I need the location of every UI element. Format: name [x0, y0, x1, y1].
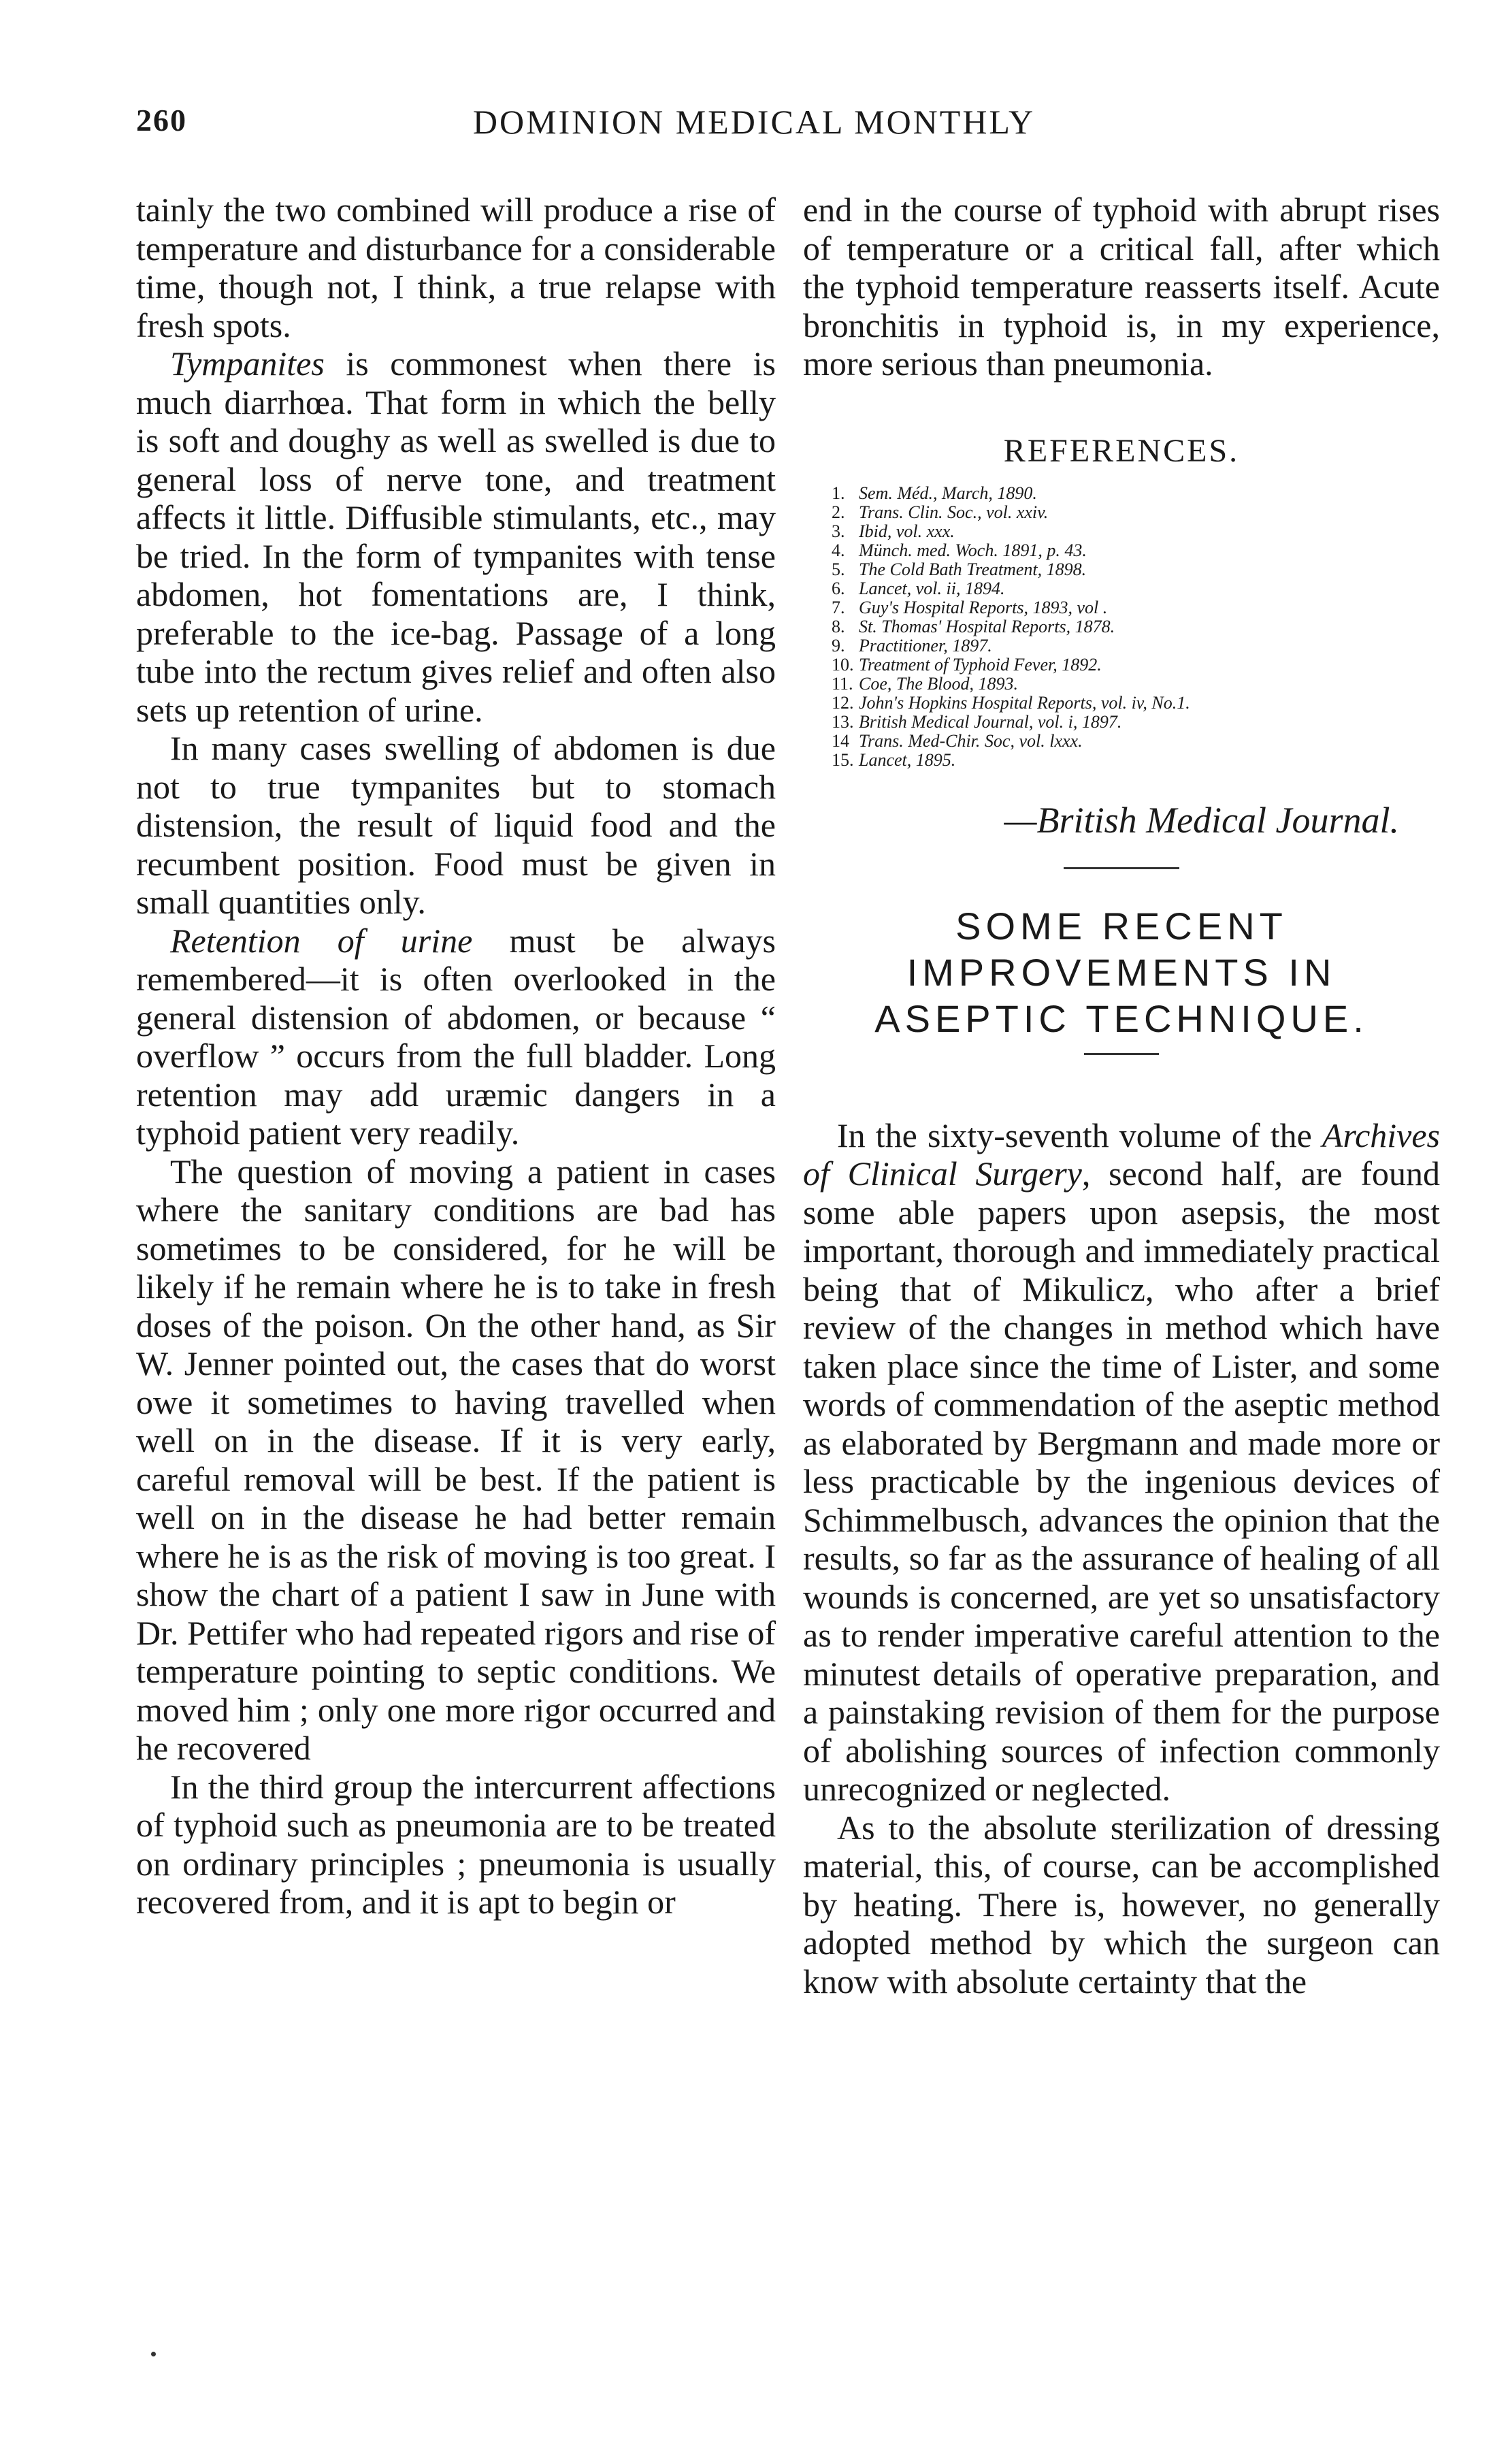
paragraph-body: , second half, are found some able papers upon asepsis, the most important, thorough and immediately practical being that of Mikulicz, who after a brief review of the changes in method which have taken place since the time of Lister, and some words of commendation of the aseptic method as elaborated by Bergmann and made more or less practicable by the ingenious devices of Schimmelbusch, advances the opinion that the results, so far as the assurance of healing of all wounds is concerned, are yet so unsatisfactory as to render imperative careful attention to the minutest details of operative preparation, and a painstaking revision of them for the purpose of abolishing sources of infection commonly unrecognized or neglected.	[803, 1154, 1440, 1808]
paragraph-lead-italic: Retention of urine	[170, 921, 473, 960]
reference-text: St. Thomas' Hospital Reports, 1878.	[859, 617, 1115, 636]
reference-number: 1.	[832, 483, 845, 503]
reference-text: Guy's Hospital Reports, 1893, vol .	[859, 598, 1108, 617]
reference-item	[832, 560, 1440, 579]
reference-item	[832, 579, 1440, 598]
reference-number: 13.	[832, 712, 854, 732]
page-number: 260	[136, 103, 187, 137]
reference-number: 12.	[832, 693, 854, 713]
reference-number: 11.	[832, 674, 853, 694]
reference-text: Ibid, vol. xxx.	[859, 521, 955, 541]
reference-item	[832, 522, 1440, 541]
paragraph-tympanites	[136, 344, 776, 729]
right-column	[803, 191, 1440, 2000]
reference-item	[832, 541, 1440, 560]
journal-title-italic: Archives of Clinical Surgery	[803, 1116, 1440, 1193]
paragraph: In the third group the intercurrent affections of typhoid such as pneumonia are to be treated on ordinary principles ; pneumonia is usually recovered from, and it is apt to begin or	[136, 1767, 776, 1921]
reference-number: 2.	[832, 502, 845, 522]
paragraph-retention	[136, 922, 776, 1152]
paragraph: The question of moving a patient in cases where the sanitary conditions are bad has sometimes to be considered, for he will be likely if he remain where he is to take in fresh doses of the poison. On the other hand, as Sir W. Jenner pointed out, the cases that do worst owe it sometimes to having travelled when well on in the disease. If it is very early, careful removal will be best. If the patient is well on in the disease he had better remain where he is as the risk of moving is too great. I show the chart of a patient I saw in June with Dr. Pettifer who had repeated rigors and rise of temperature pointing to septic conditions. We moved him ; only one more rigor occurred and he recovered	[136, 1152, 776, 1767]
reference-number: 4.	[832, 540, 845, 560]
section-divider	[1064, 867, 1179, 869]
reference-number: 10.	[832, 655, 854, 675]
paragraph: As to the absolute sterilization of dressing material, this, of course, can be accomplished by heating. There is, however, no generally adopted method by which the surgeon can know with absolute certainty that the	[803, 1808, 1440, 2000]
paragraph-body: is commonest when there is much diarrhœa. That form in which the belly is soft and doughy as well as swelled is due to general loss of nerve tone, and treatment affects it little. Diffusible stimulants, etc., may be tried. In the form of tympanites with tense abdomen, hot fomentations are, I think, preferable to the ice-bag. Passage of a long tube into the rectum gives relief and often also sets up retention of urine.	[136, 344, 776, 729]
reference-number: 9.	[832, 636, 845, 655]
reference-item	[832, 713, 1440, 732]
reference-text: Sem. Méd., March, 1890.	[859, 483, 1037, 503]
reference-item	[832, 598, 1440, 617]
reference-text: John's Hopkins Hospital Reports, vol. iv, No.1.	[859, 693, 1190, 713]
references-list	[832, 484, 1440, 770]
reference-item	[832, 675, 1440, 694]
running-head: DOMINION MEDICAL MONTHLY	[472, 103, 1036, 141]
reference-item	[832, 694, 1440, 713]
reference-number: 14	[832, 731, 849, 751]
title-underline	[1084, 1053, 1159, 1055]
paragraph: In many cases swelling of abdomen is due not to true tympanites but to stomach distension, the result of liquid food and the recumbent position. Food must be given in small quantities only.	[136, 729, 776, 921]
source-attribution: —British Medical Journal.	[1004, 800, 1399, 841]
reference-text: Lancet, 1895.	[859, 750, 956, 770]
page-header	[0, 102, 1508, 150]
reference-text: Trans. Med-Chir. Soc, vol. lxxx.	[859, 731, 1083, 751]
reference-text: Treatment of Typhoid Fever, 1892.	[859, 655, 1102, 675]
reference-text: Trans. Clin. Soc., vol. xxiv.	[859, 502, 1049, 522]
reference-item	[832, 655, 1440, 675]
reference-text: British Medical Journal, vol. i, 1897.	[859, 712, 1122, 732]
paragraph-body: must be always remembered—it is often overlooked in the general distension of abdomen, or because “ overflow ” occurs from the full bladder. Long retention may add uræmic dangers in a typhoid patient very readily.	[136, 921, 776, 1152]
reference-text: Practitioner, 1897.	[859, 636, 992, 655]
reference-number: 3.	[832, 521, 845, 541]
reference-number: 8.	[832, 617, 845, 636]
reference-text: The Cold Bath Treatment, 1898.	[859, 560, 1087, 579]
references-heading: REFERENCES.	[1003, 432, 1240, 469]
reference-number: 5.	[832, 560, 845, 579]
article-title: SOME RECENT IMPROVEMENTS IN ASEPTIC TECHNIQUE.	[874, 904, 1368, 1040]
paragraph: end in the course of typhoid with abrupt rises of temperature or a critical fall, after which the typhoid temperature reasserts itself. Acute bronchitis in typhoid is, in my experience, more serious than pneumonia.	[803, 191, 1440, 383]
reference-item	[832, 636, 1440, 655]
reference-text: Münch. med. Woch. 1891, p. 43.	[859, 540, 1087, 560]
reference-number: 7.	[832, 598, 845, 617]
reference-item	[832, 503, 1440, 522]
reference-item	[832, 617, 1440, 636]
paragraph-archives	[803, 1116, 1440, 1809]
paragraph-lead-italic: Tympanites	[170, 344, 325, 383]
paragraph-body: In the sixty-seventh volume of the	[837, 1116, 1322, 1154]
reference-item	[832, 751, 1440, 770]
reference-text: Lancet, vol. ii, 1894.	[859, 579, 1005, 598]
reference-item	[832, 732, 1440, 751]
paragraph: tainly the two combined will produce a rise of temperature and disturbance for a considerable time, though not, I think, a true relapse with fresh spots.	[136, 191, 776, 344]
reference-number: 6.	[832, 579, 845, 598]
footer-mark	[151, 2352, 156, 2356]
reference-text: Coe, The Blood, 1893.	[859, 674, 1018, 694]
left-column	[136, 191, 776, 1922]
reference-number: 15.	[832, 750, 854, 770]
reference-item	[832, 484, 1440, 503]
